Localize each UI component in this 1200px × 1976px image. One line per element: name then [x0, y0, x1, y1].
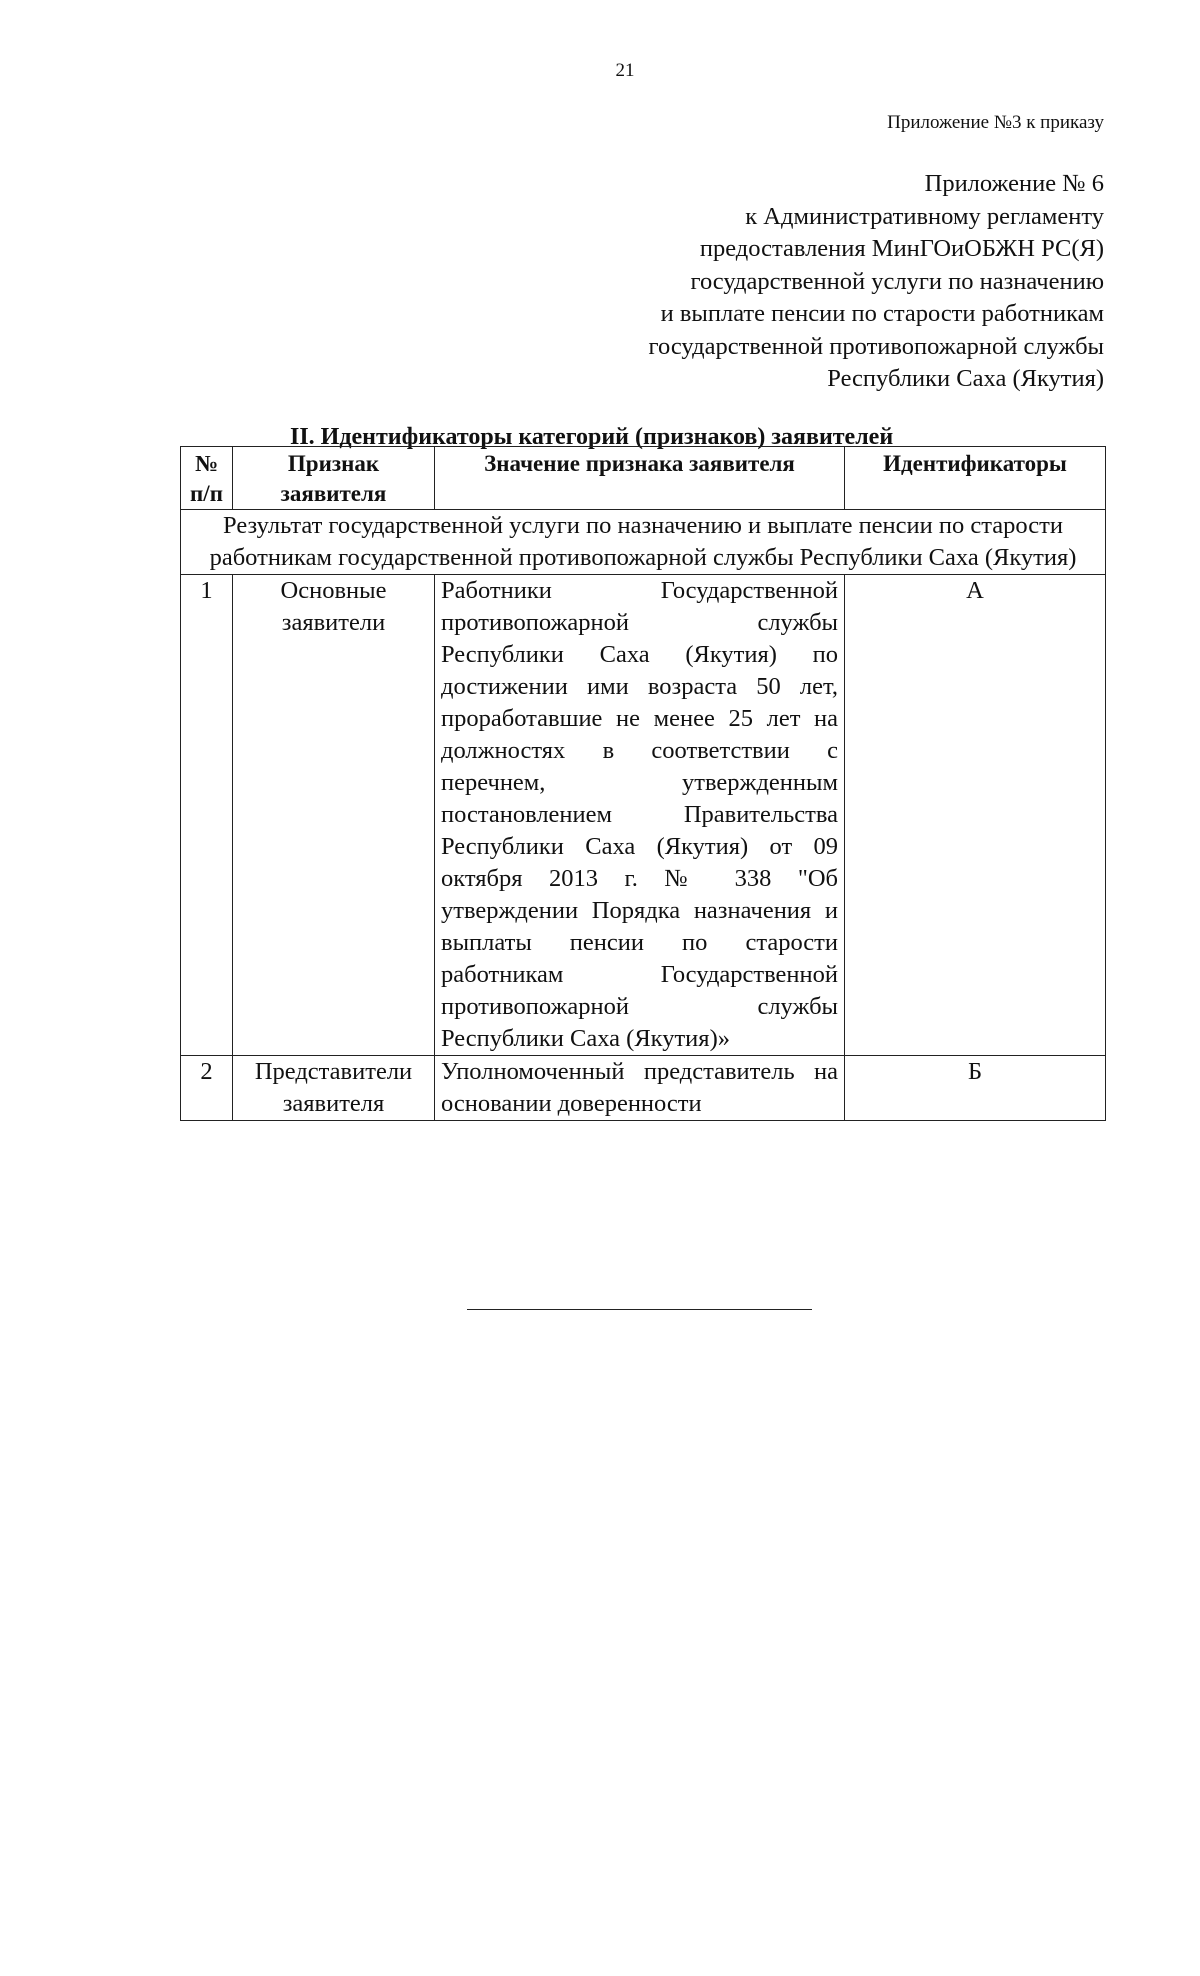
header-identifiers: Идентификаторы — [845, 447, 1106, 510]
approval-line: Республики Саха (Якутия) — [827, 365, 1104, 392]
approval-line: Приложение № 6 — [924, 170, 1104, 197]
approval-line: государственной противопожарной службы — [648, 332, 1104, 360]
page-number: 21 — [615, 60, 635, 81]
row-sign: Основные заявители — [233, 575, 435, 1056]
table-row — [181, 575, 1106, 1056]
row-identifier: А — [845, 575, 1106, 1056]
approval-block — [649, 168, 1104, 396]
end-separator-line — [467, 1309, 812, 1310]
header-sign: Признак заявителя — [233, 447, 435, 510]
row-value: Уполномоченный представитель на основании доверенности — [435, 1056, 845, 1121]
approval-line: и выплате пенсии по старости работникам — [660, 300, 1104, 327]
row-num: 1 — [181, 575, 233, 1056]
approval-line: государственной услуги по назначению — [690, 267, 1104, 295]
row-value: Работники Государственной противопожарной службы Республики Саха (Якутия) по достижении ими возраста 50 лет, проработавшие не менее 25 лет на должностях в соответствии с перечнем, утвержденным постановлением Правительства Республики Саха (Якутия) от 09 октября 2013 г. № 338 "Об утверждении Порядка назначения и выплаты пенсии по старости работникам Государственной противопожарной службы Республики Саха (Якутия)» — [435, 575, 845, 1056]
appendix-reference: Приложение №3 к приказу — [887, 112, 1104, 133]
header-value: Значение признака заявителя — [435, 447, 845, 510]
approval-line: к Административному регламенту — [745, 202, 1104, 230]
result-row — [181, 510, 1106, 575]
row-sign: Представители заявителя — [233, 1056, 435, 1121]
identifiers-table — [180, 446, 1106, 1121]
row-identifier: Б — [845, 1056, 1106, 1121]
table-row — [181, 1056, 1106, 1121]
section-title: II. Идентификаторы категорий (признаков) заявителей — [290, 424, 894, 450]
result-cell: Результат государственной услуги по назначению и выплате пенсии по старости работникам государственной противопожарной службы Республики Саха (Якутия) — [181, 510, 1106, 575]
row-num: 2 — [181, 1056, 233, 1121]
table-header-row — [181, 447, 1106, 510]
approval-line: предоставления МинГОиОБЖН РС(Я) — [699, 235, 1104, 262]
header-num: № п/п — [181, 447, 233, 510]
